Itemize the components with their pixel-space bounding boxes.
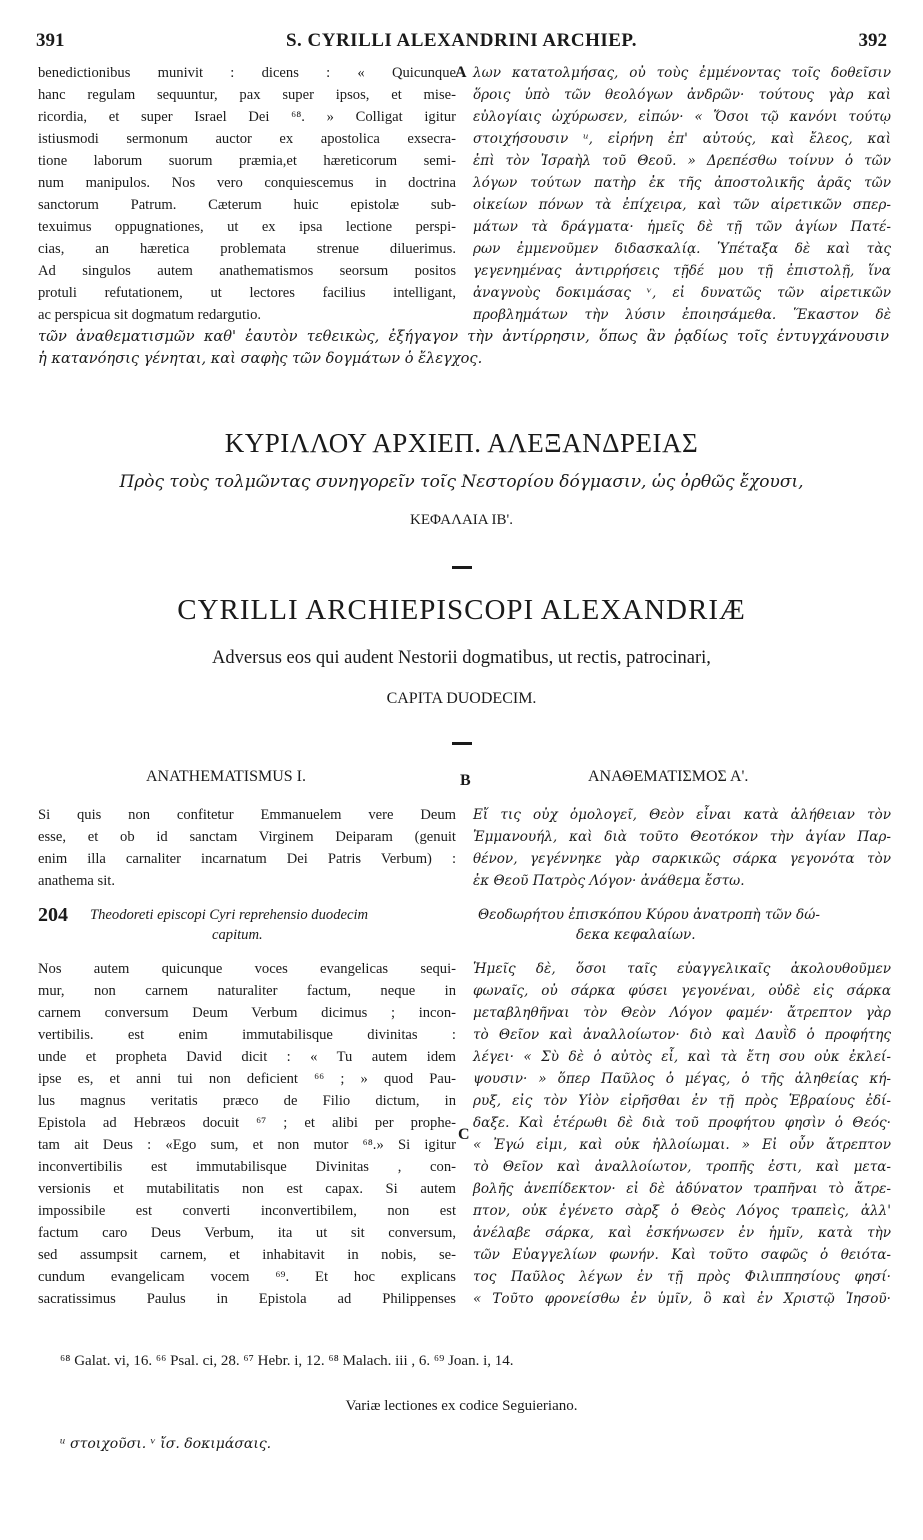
text-line: λων κατατολμήσας, οὐ τοὺς ἐμμένοντας τοῖς δοθεῖσιν	[473, 65, 891, 81]
text-line: num manipulos. Nos vero conquiescemus in doctrina	[38, 175, 456, 191]
text-line: βολῆς ἀνεπίδεκτον· εἰ δὲ ἀδύνατον τραπῆναι τὸ ἄτρε-	[473, 1181, 891, 1197]
text-line: ἐπὶ τὸν Ἰσραὴλ τοῦ Θεοῦ. » Δρεπέσθω τοίνυν ὁ τῶν	[473, 153, 891, 169]
text-line: προβλημάτων τὴν λύσιν ἐποιησάμεθα. Ἕκαστον δὲ	[473, 307, 891, 323]
text-line: τὸ Θεῖον καὶ ἀναλλοίωτον· διὸ καὶ Δαυῒδ ὁ προφήτης	[473, 1027, 891, 1043]
text-line: mur, non carnem naturaliter factum, neque in	[38, 983, 456, 999]
text-line: cundum evangelicam vocem ⁶⁹. Et hoc explicans	[38, 1269, 456, 1285]
greek-chapters-heading: ΚΕΦΑΛΑΙΑ ΙΒ'.	[410, 512, 513, 528]
text-line: esse, et ob id sanctam Virginem Deiparam (genuit	[38, 829, 456, 845]
text-line: Nos autem quicunque voces evangelicas sequi-	[38, 961, 456, 977]
text-line: versionis et mutabilitatis non est capax. Si autem	[38, 1181, 456, 1197]
text-line: λέγει· « Σὺ δὲ ὁ αὐτὸς εἶ, καὶ τὰ ἔτη σου οὐκ ἐκλεί-	[473, 1049, 891, 1065]
variae-lectiones-heading: Variæ lectiones ex codice Seguieriano.	[345, 1398, 578, 1414]
text-line: Ad singulos autem anathematismos seorsum positos	[38, 263, 456, 279]
text-line: benedictionibus munivit : dicens : « Quicunque	[38, 65, 456, 81]
rubric-greek: Θεοδωρήτου ἐπισκόπου Κύρου ἀνατροπὴ τῶν δώ-	[478, 907, 820, 923]
section-heading-latin: ANATHEMATISMUS I.	[146, 768, 307, 785]
margin-marker-b: B	[460, 772, 471, 789]
text-line: φωναῖς, οὐ σάρκα φύσει γεγονέναι, οὐδὲ εἰς σάρκα	[473, 983, 891, 999]
text-line: vertibilis. est enim immutabilisque divinitas :	[38, 1027, 456, 1043]
text-line: ψουσιν· » ὅπερ Παῦλος ὁ μέγας, ὁ τῆς ἀληθείας κή-	[473, 1071, 891, 1087]
greek-variant-notes: ᵘ στοιχοῦσι. ᵛ ἴσ. δοκιμάσαις.	[60, 1436, 272, 1452]
text-line: δαξε. Καὶ ἑτέρωθι δὲ διὰ τοῦ προφήτου φησὶν ὁ Θεός·	[473, 1115, 891, 1131]
text-line: θένον, γεγέννηκε γὰρ σαρκικῶς σάρκα γεγονότα τὸν	[473, 851, 891, 867]
text-line: ρων ἐμμενοῦμεν διδασκαλίᾳ. Ὑπέταξα δὲ καὶ τὰς	[473, 241, 891, 257]
marginal-number: 204	[38, 904, 68, 926]
text-line: enim illa carnaliter incarnatum Dei Patris Verbum) :	[38, 851, 456, 867]
page-number-left: 391	[36, 30, 65, 51]
text-line: μεταβληθῆναι τὸν Θεὸν Λόγον φαμέν· ἄτρεπτον γὰρ	[473, 1005, 891, 1021]
text-line: sacratissimus Paulus in Epistola ad Philippenses	[38, 1291, 456, 1307]
text-line: tione laborum suorum præmia,et hæreticorum semi-	[38, 153, 456, 169]
text-line: cias, an hæretica problemata strenue diluerimus.	[38, 241, 456, 257]
text-line: texuimus oppugnationes, ut ex ipsa lectione perspi-	[38, 219, 456, 235]
text-line: Epistola ad Hebræos docuit ⁶⁷ ; et alibi per prophe-	[38, 1115, 456, 1131]
text-line: ipse es, et anni tui non deficient ⁶⁶ ; » quod Pau-	[38, 1071, 456, 1087]
footnotes: ⁶⁸ Galat. vi, 16. ⁶⁶ Psal. ci, 28. ⁶⁷ Hebr. i, 12. ⁶⁸ Malach. iii , 6. ⁶⁹ Joan. i, 14.	[60, 1353, 514, 1369]
text-line: sanctorum Patrum. Cæterum huic epistolæ sub-	[38, 197, 456, 213]
text-line: ὅροις ὑπὸ τῶν θεολόγων ἀνδρῶν· τούτους γὰρ καὶ	[473, 87, 891, 103]
text-line: εὐλογίαις ὠχύρωσεν, εἰπών· « Ὅσοι τῷ κανόνι τούτῳ	[473, 109, 891, 125]
text-line: γεγενημένας ἀντιρρήσεις τῇδέ μου τῇ ἐπιστολῇ, ἵνα	[473, 263, 891, 279]
page-number-right: 392	[858, 30, 887, 51]
text-line: τὸ Θεῖον καὶ ἀναλλοίωτον, τροπῆς ἐστι, καὶ μετα-	[473, 1159, 891, 1175]
text-line: « Τοῦτο φρονείσθω ἐν ὑμῖν, ὃ καὶ ἐν Χριστῷ Ἰησοῦ·	[473, 1291, 891, 1307]
text-line: Ἡμεῖς δὲ, ὅσοι ταῖς εὐαγγελικαῖς ἀκολουθοῦμεν	[473, 961, 891, 977]
title-divider	[452, 742, 472, 745]
text-line: « Ἐγώ εἰμι, καὶ οὐκ ἠλλοίωμαι. » Εἰ οὖν ἄτρεπτον	[473, 1137, 891, 1153]
full-width-line: τῶν ἀναθεματισμῶν καθ' ἑαυτὸν τεθεικὼς, ἐξήγαγον τὴν ἀντίρρησιν, ὅπως ἂν ῥᾳδίως τοῖς ἐντυγχάνουσιν	[38, 328, 889, 345]
rubric-greek-cont: δεκα κεφαλαίων.	[576, 927, 696, 943]
text-line: tam ait Deus : «Ego sum, et non mutor ⁶⁸.» Si igitur	[38, 1137, 456, 1153]
greek-subtitle: Πρὸς τοὺς τολμῶντας συνηγορεῖν τοῖς Νεστορίου δόγμασιν, ὡς ὀρθῶς ἔχουσι,	[119, 472, 804, 492]
text-line: στοιχήσουσιν ᵘ, εἰρήνη ἐπ' αὐτούς, καὶ ἔλεος, καὶ	[473, 131, 891, 147]
text-line: τῶν Εὐαγγελίων φωνήν. Καὶ τοῦτο σαφῶς ὁ θειότα-	[473, 1247, 891, 1263]
full-width-line: ἡ κατανόησις γένηται, καὶ σαφὴς τῶν δογμάτων ὁ ἔλεγχος.	[38, 350, 483, 367]
text-line: sed assumpsit carnem, et inhabitavit in nobis, se-	[38, 1247, 456, 1263]
running-title: S. CYRILLI ALEXANDRINI ARCHIEP.	[285, 30, 638, 51]
text-line: anathema sit.	[38, 873, 115, 889]
text-line: οἰκείων πόνων τὰ ἐπίχειρα, καὶ τῶν αἱρετικῶν σπερ-	[473, 197, 891, 213]
text-line: πτον, οὐκ ἐγένετο σὰρξ ὁ Θεὸς Λόγος τραπεὶς, ἀλλ'	[473, 1203, 891, 1219]
text-line: ricordia, et super Israel Dei ⁶⁸. » Colligat igitur	[38, 109, 456, 125]
margin-marker-c: C	[458, 1126, 470, 1143]
text-line: factum caro Deus Verbum, ita ut sit conversum,	[38, 1225, 456, 1241]
text-line: inconvertibilis est immutabilisque Divinitas , con-	[38, 1159, 456, 1175]
text-line: λόγων τούτων πατὴρ ἐκ τῆς ἀποστολικῆς ἀρᾶς τῶν	[473, 175, 891, 191]
text-line: μάτων τὰ δράγματα· ἡμεῖς δὲ τῇ τῶν ἁγίων Πατέ-	[473, 219, 891, 235]
latin-chapters-heading: CAPITA DUODECIM.	[386, 690, 537, 707]
rubric-latin: Theodoreti episcopi Cyri reprehensio duodecim	[90, 907, 369, 923]
latin-title: CYRILLI ARCHIEPISCOPI ALEXANDRIÆ	[177, 594, 746, 626]
text-line: lus magnus veritatis præco de Filio dictum, in	[38, 1093, 456, 1109]
text-line: protuli refutationem, ut lectores facilius intelligant,	[38, 285, 456, 301]
text-line: ac perspicua sit dogmatum redargutio.	[38, 307, 262, 323]
text-line: τος Παῦλος λέγων ἐν τῇ πρὸς Φιλιππησίους φησί·	[473, 1269, 891, 1285]
greek-title: ΚΥΡΙΛΛΟΥ ΑΡΧΙΕΠ. ΑΛΕΞΑΝΔΡΕΙΑΣ	[224, 428, 699, 458]
text-line: ἀναγνοὺς δοκιμάσας ᵛ, εἰ δυνατῶς τῶν αἱρετικῶν	[473, 285, 891, 301]
section-heading-greek: ΑΝΑΘΕΜΑΤΙΣΜΟΣ Α'.	[588, 768, 749, 785]
text-line: hanc regulam sequuntur, pax super ipsos, et mise-	[38, 87, 456, 103]
text-line: carnem conversum Deum Verbum dicimus ; incon-	[38, 1005, 456, 1021]
running-header	[36, 30, 887, 54]
text-line: Ἐμμανουήλ, καὶ διὰ τοῦτο Θεοτόκον τὴν ἁγίαν Παρ-	[473, 829, 891, 845]
title-divider	[452, 566, 472, 569]
rubric-latin-cont: capitum.	[212, 927, 263, 943]
margin-marker-a: A	[455, 64, 467, 81]
text-line: Εἴ τις οὐχ ὁμολογεῖ, Θεὸν εἶναι κατὰ ἀλήθειαν τὸν	[473, 807, 891, 823]
text-line: ἐκ Θεοῦ Πατρὸς Λόγον· ἀνάθεμα ἔστω.	[473, 873, 745, 889]
text-line: unde et propheta David dicit : « Tu autem idem	[38, 1049, 456, 1065]
text-line: ρυξ, εἰς τὸν Υἱὸν εἰρῆσθαι ἐν τῇ πρὸς Ἑβραίους ἐδί-	[473, 1093, 891, 1109]
text-line: Si quis non confitetur Emmanuelem vere Deum	[38, 807, 456, 823]
text-line: ἀνέλαβε σάρκα, καὶ ἐσκήνωσεν ἐν ἡμῖν, κατὰ τὴν	[473, 1225, 891, 1241]
text-line: istiusmodi sermonum auctor ex apostolica exsecra-	[38, 131, 456, 147]
latin-subtitle: Adversus eos qui audent Nestorii dogmatibus, ut rectis, patrocinari,	[212, 648, 711, 668]
text-line: impossibile est converti inconvertibilem, non est	[38, 1203, 456, 1219]
